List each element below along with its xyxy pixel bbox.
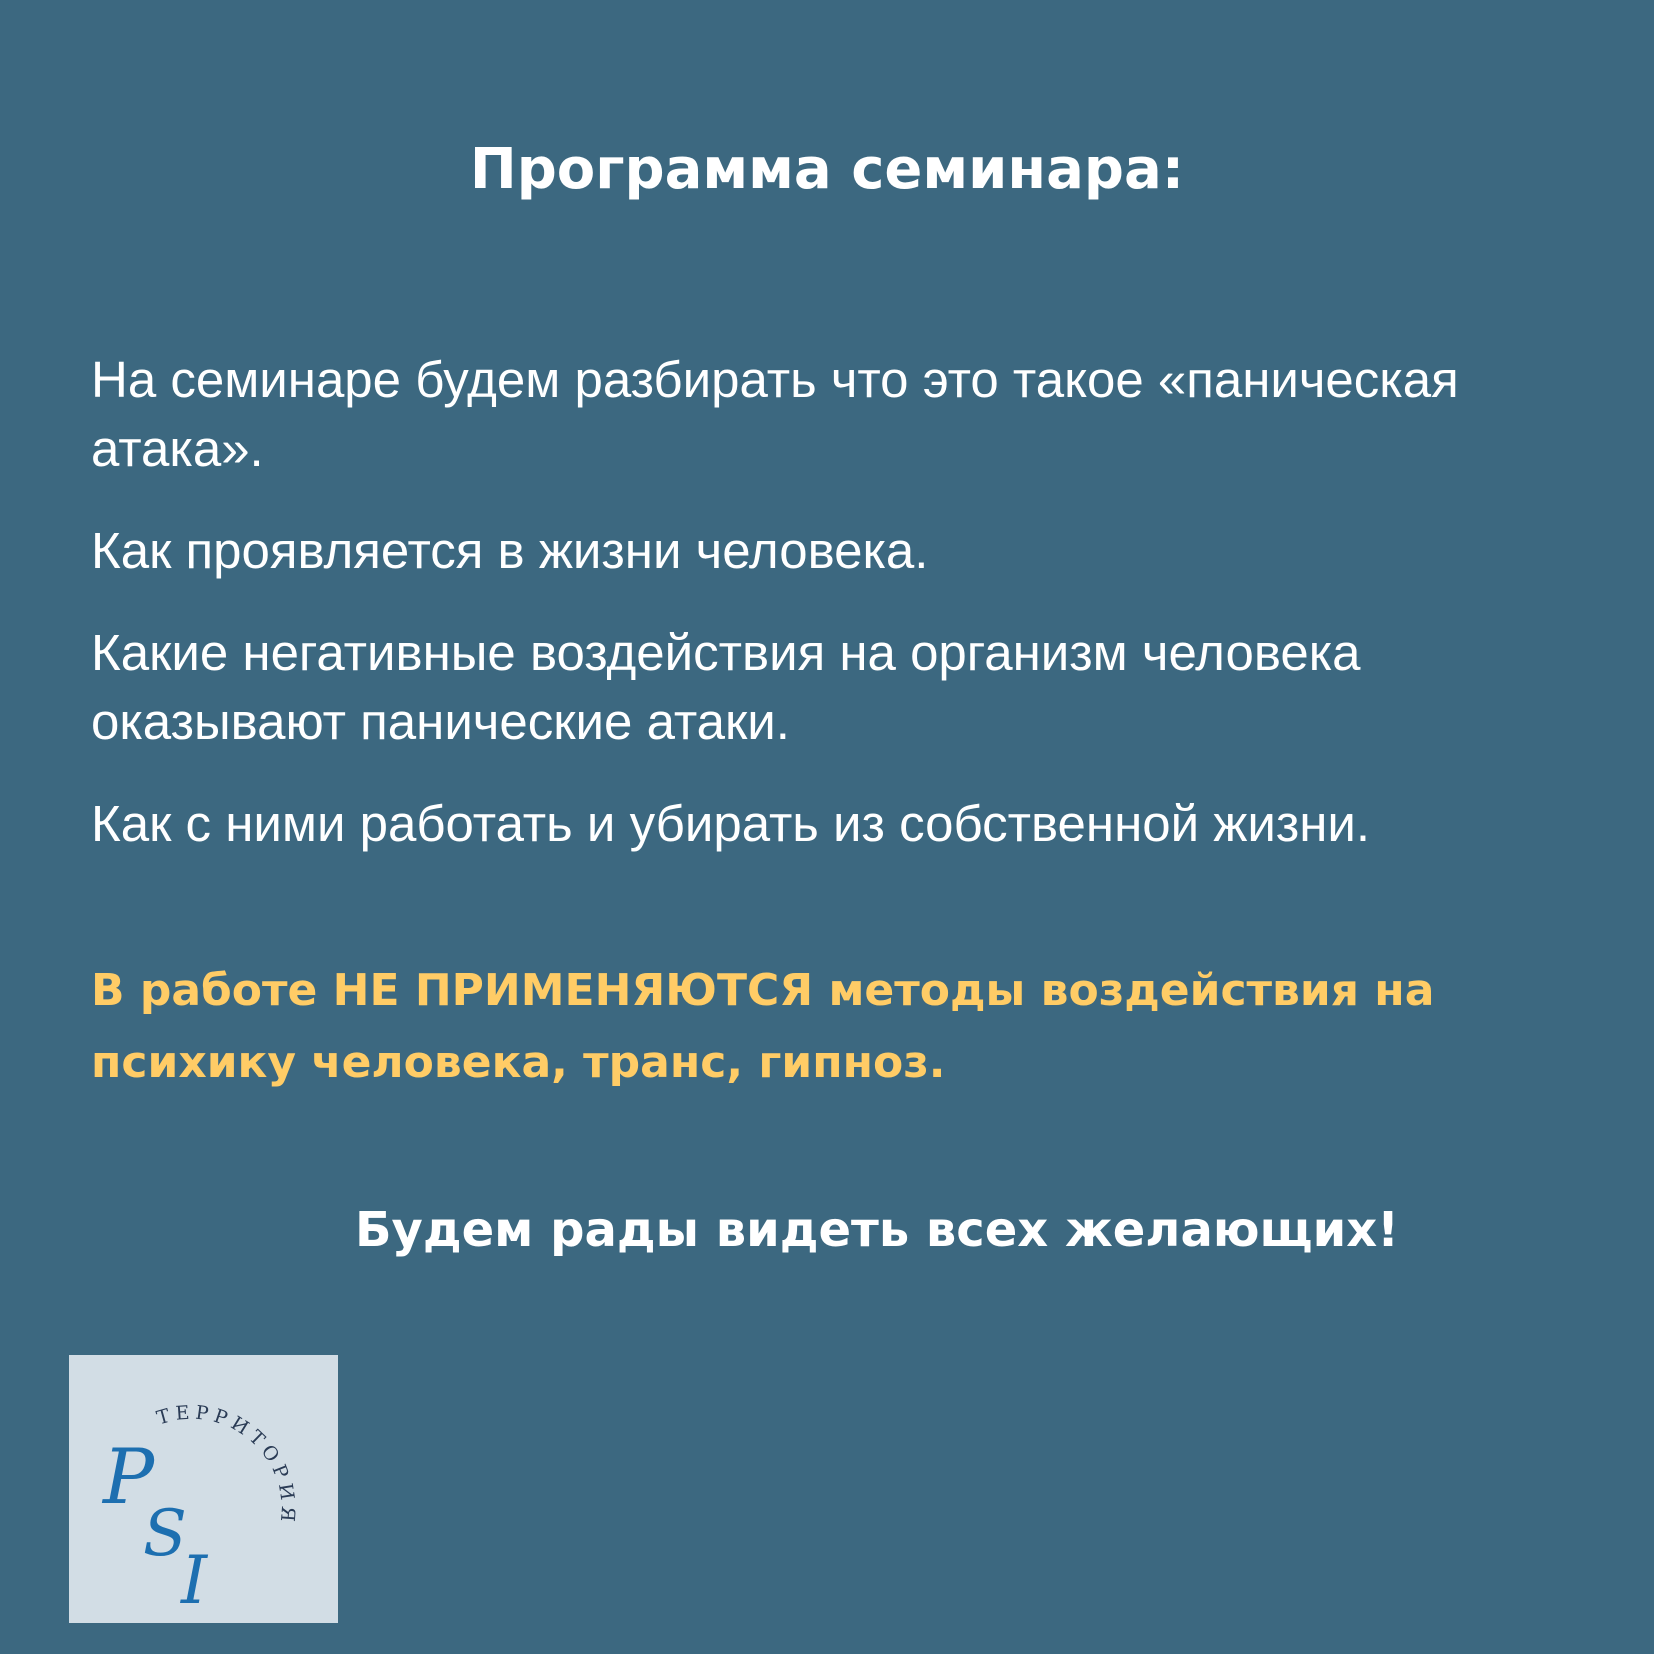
logo-graphic — [69, 1355, 338, 1623]
program-item: Какие негативные воздействия на организм человека оказывают панические атаки. — [91, 624, 1361, 750]
logo-letter-s: S — [143, 1497, 187, 1571]
logo-letter-p: P — [103, 1432, 155, 1521]
program-description — [91, 345, 1601, 891]
page-title: Программа семинара: — [469, 137, 1185, 202]
psi-territory-logo — [69, 1355, 338, 1623]
logo-letter-i: I — [181, 1542, 208, 1619]
program-item: На семинаре будем разбирать что это такое «паническая атака». — [91, 351, 1459, 477]
methods-notice: В работе НЕ ПРИМЕНЯЮТСЯ методы воздействия на психику человека, транс, гипноз. — [91, 965, 1435, 1088]
program-item: Как с ними работать и убирать из собственной жизни. — [91, 795, 1371, 852]
welcome-message: Будем рады видеть всех желающих! — [354, 1202, 1400, 1258]
program-item: Как проявляется в жизни человека. — [91, 522, 929, 579]
logo-arc-text: ТЕРРИТОРИЯ — [154, 1401, 300, 1528]
